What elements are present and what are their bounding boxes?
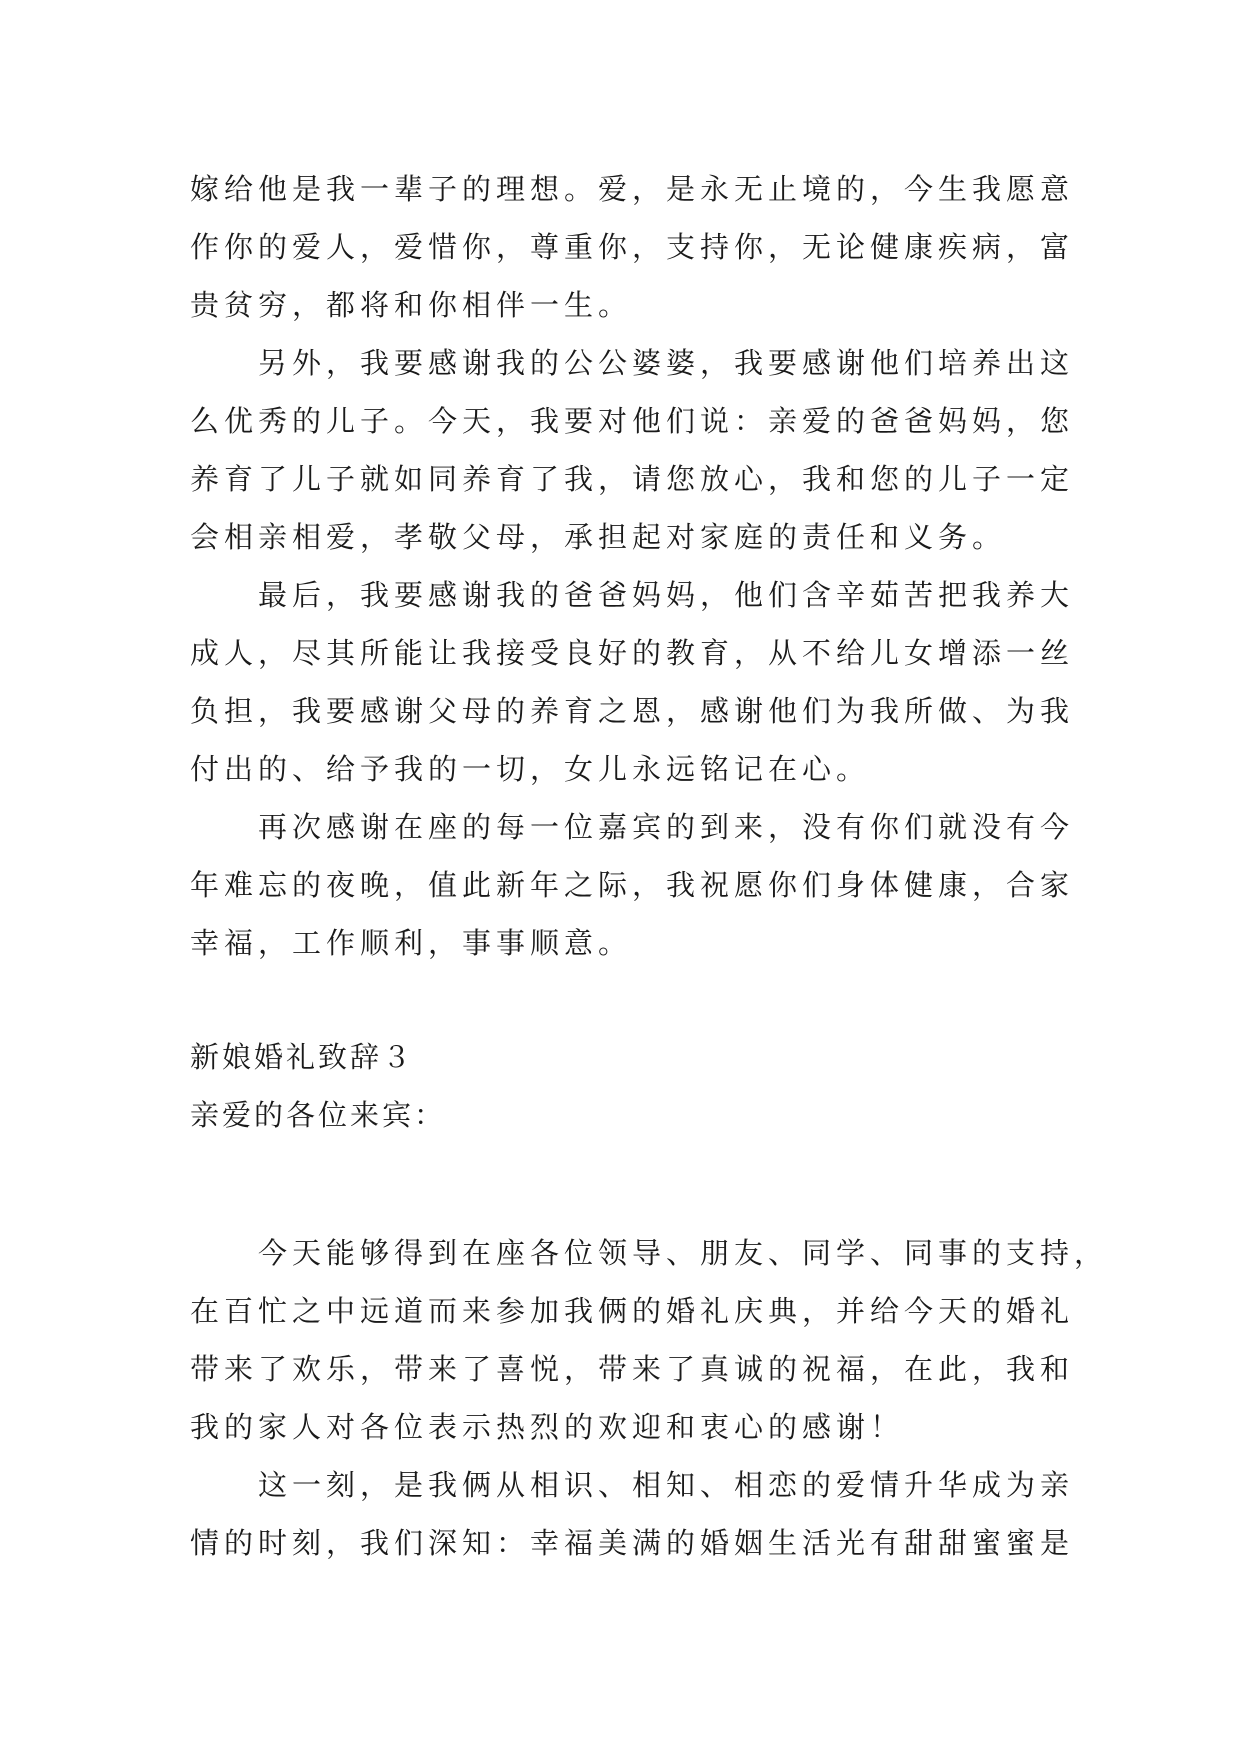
paragraph-thanks-parents (190, 566, 1075, 798)
text-line: 我的家人对各位表示热烈的欢迎和衷心的感谢！ (190, 1410, 905, 1444)
text-line: 带来了欢乐，带来了喜悦，带来了真诚的祝福，在此，我和 (190, 1352, 1075, 1386)
paragraph-thanks-in-laws (190, 334, 1075, 566)
paragraph-welcome (190, 1224, 1109, 1456)
text-line: 成人，尽其所能让我接受良好的教育，从不给儿女增添一丝 (190, 636, 1075, 670)
text-line: 付出的、给予我的一切，女儿永远铭记在心。 (190, 752, 871, 786)
text-line: 嫁给他是我一辈子的理想。爱，是永无止境的，今生我愿意 (190, 172, 1075, 206)
paragraph-vow (190, 160, 1075, 334)
section-heading: 新娘婚礼致辞３ (190, 1040, 415, 1074)
document-page (190, 160, 1109, 1572)
text-line: 今天能够得到在座各位领导、朋友、同学、同事的支持， (258, 1236, 1109, 1270)
text-line: 另外，我要感谢我的公公婆婆，我要感谢他们培养出这 (258, 346, 1075, 380)
text-line: 在百忙之中远道而来参加我俩的婚礼庆典，并给今天的婚礼 (190, 1294, 1075, 1328)
text-line: 这一刻，是我俩从相识、相知、相恋的爱情升华成为亲 (258, 1468, 1075, 1502)
paragraph-moment (190, 1456, 1075, 1572)
paragraph-thanks-guests (190, 798, 1075, 972)
text-line: 最后，我要感谢我的爸爸妈妈，他们含辛茹苦把我养大 (258, 578, 1075, 612)
text-line: 贵贫穷，都将和你相伴一生。 (190, 288, 633, 322)
salutation: 亲爱的各位来宾： (190, 1098, 447, 1132)
text-line: 再次感谢在座的每一位嘉宾的到来，没有你们就没有今 (258, 810, 1075, 844)
text-line: 年难忘的夜晚，值此新年之际，我祝愿你们身体健康，合家 (190, 868, 1075, 902)
text-line: 会相亲相爱，孝敬父母，承担起对家庭的责任和义务。 (190, 520, 1007, 554)
text-line: 么优秀的儿子。今天，我要对他们说：亲爱的爸爸妈妈，您 (190, 404, 1075, 438)
text-line: 作你的爱人，爱惜你，尊重你，支持你，无论健康疾病，富 (190, 230, 1075, 264)
spacer (190, 972, 1054, 1028)
text-line: 负担，我要感谢父母的养育之恩，感谢他们为我所做、为我 (190, 694, 1075, 728)
spacer (190, 1144, 1054, 1224)
text-line: 养育了儿子就如同养育了我，请您放心，我和您的儿子一定 (190, 462, 1075, 496)
text-line: 情的时刻，我们深知：幸福美满的婚姻生活光有甜甜蜜蜜是 (190, 1526, 1075, 1560)
text-line: 幸福，工作顺利，事事顺意。 (190, 926, 633, 960)
